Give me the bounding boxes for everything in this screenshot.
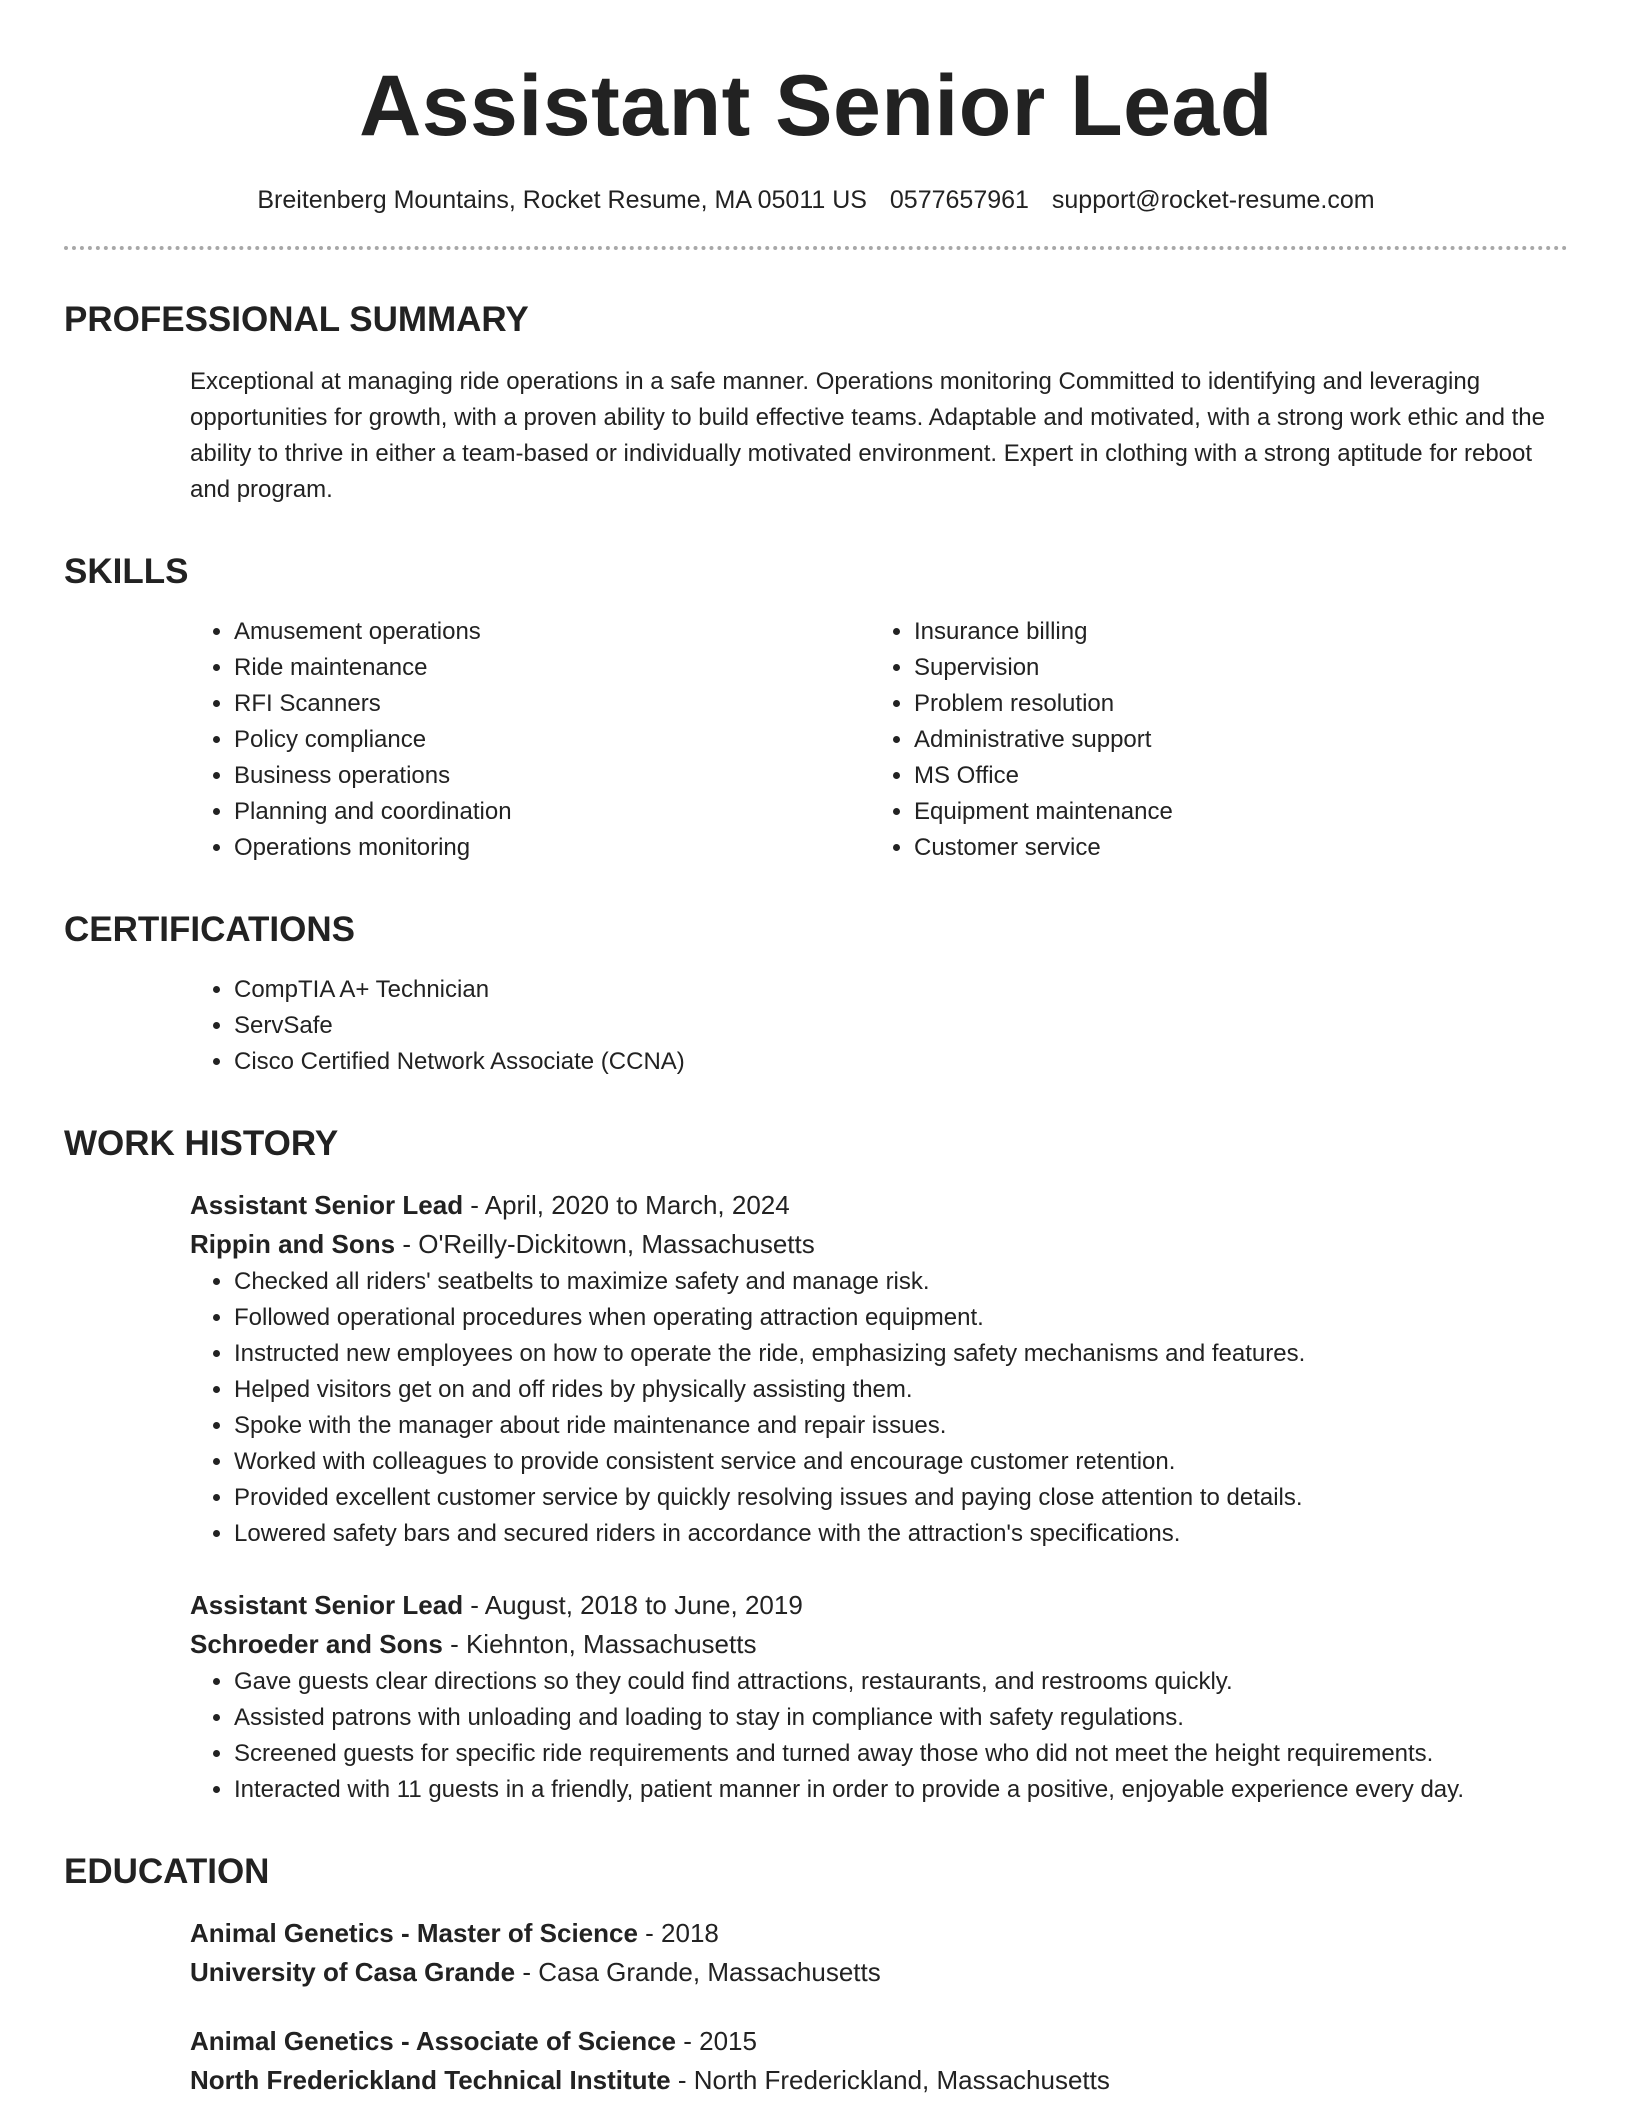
skills-heading: SKILLS xyxy=(64,552,189,591)
certifications-block xyxy=(64,972,1568,1080)
skills-column-left xyxy=(190,614,870,866)
skill-item: • MS Office xyxy=(914,758,1550,794)
skills-list-right xyxy=(870,614,1550,866)
contact-address: Breitenberg Mountains, Rocket Resume, MA 05011 US xyxy=(257,186,867,214)
job-company-line xyxy=(190,1225,1568,1264)
summary-section xyxy=(64,300,1568,508)
job-dates: - April, 2020 to March, 2024 xyxy=(463,1190,790,1220)
contact-line xyxy=(64,184,1568,216)
skill-item: • Administrative support xyxy=(914,722,1550,758)
certifications-heading: CERTIFICATIONS xyxy=(64,910,356,949)
job-location: - O'Reilly-Dickitown, Massachusetts xyxy=(395,1229,815,1259)
job-bullet: • Worked with colleagues to provide consistent service and encourage customer retention. xyxy=(234,1444,1568,1480)
job-bullet: • Lowered safety bars and secured riders in accordance with the attraction's specifications. xyxy=(234,1516,1568,1552)
skills-column-right xyxy=(870,614,1550,866)
resume-name: Assistant Senior Lead xyxy=(359,58,1273,154)
skill-item: • Equipment maintenance xyxy=(914,794,1550,830)
skill-item: • Ride maintenance xyxy=(234,650,870,686)
job-role: Assistant Senior Lead xyxy=(190,1590,464,1620)
job-dates: - August, 2018 to June, 2019 xyxy=(463,1590,803,1620)
job-bullet: • Interacted with 11 guests in a friendly, patient manner in order to provide a positive, enjoyable experience every day. xyxy=(234,1772,1568,1808)
contact-phone: 0577657961 xyxy=(889,186,1029,214)
certifications-list xyxy=(190,972,1568,1080)
job-bullet: • Instructed new employees on how to operate the ride, emphasizing safety mechanisms and features. xyxy=(234,1336,1568,1372)
education-entry xyxy=(64,1914,1568,1992)
skill-item: • Planning and coordination xyxy=(234,794,870,830)
certification-item: • Cisco Certified Network Associate (CCNA) xyxy=(234,1044,1568,1080)
certification-item: • ServSafe xyxy=(234,1008,1568,1044)
skills-list-left xyxy=(190,614,870,866)
job-bullet: • Screened guests for specific ride requirements and turned away those who did not meet the height requirements. xyxy=(234,1736,1568,1772)
job-role: Assistant Senior Lead xyxy=(190,1190,464,1220)
job-bullet: • Checked all riders' seatbelts to maximize safety and manage risk. xyxy=(234,1264,1568,1300)
skill-item: • Customer service xyxy=(914,830,1550,866)
education-section xyxy=(64,1852,1568,2100)
job-bullet: • Followed operational procedures when operating attraction equipment. xyxy=(234,1300,1568,1336)
skill-item: • Insurance billing xyxy=(914,614,1550,650)
job-bullet: • Spoke with the manager about ride maintenance and repair issues. xyxy=(234,1408,1568,1444)
education-location: - Casa Grande, Massachusetts xyxy=(515,1957,881,1987)
skill-item: • RFI Scanners xyxy=(234,686,870,722)
skill-item: • Supervision xyxy=(914,650,1550,686)
education-degree-line xyxy=(190,2022,1568,2061)
skills-section xyxy=(64,552,1568,866)
job-entry xyxy=(64,1586,1568,1808)
work-history-heading: WORK HISTORY xyxy=(64,1124,339,1163)
work-history-section xyxy=(64,1124,1568,1808)
job-bullet: • Provided excellent customer service by quickly resolving issues and paying close attention to details. xyxy=(234,1480,1568,1516)
education-year: - 2015 xyxy=(676,2026,757,2056)
contact-email: support@rocket-resume.com xyxy=(1051,186,1375,214)
education-school-line xyxy=(190,2061,1568,2100)
skill-item: • Problem resolution xyxy=(914,686,1550,722)
header-divider xyxy=(64,246,1568,250)
job-company: Rippin and Sons xyxy=(190,1229,396,1259)
summary-heading: PROFESSIONAL SUMMARY xyxy=(64,300,529,339)
education-school: University of Casa Grande xyxy=(190,1957,516,1987)
job-company: Schroeder and Sons xyxy=(190,1629,443,1659)
education-degree: Animal Genetics - Associate of Science xyxy=(190,2026,676,2056)
job-bullet: • Assisted patrons with unloading and loading to stay in compliance with safety regulations. xyxy=(234,1700,1568,1736)
job-location: - Kiehnton, Massachusetts xyxy=(442,1629,757,1659)
education-heading: EDUCATION xyxy=(64,1852,270,1891)
education-entry xyxy=(64,2022,1568,2100)
certifications-section xyxy=(64,910,1568,1080)
certification-item: • CompTIA A+ Technician xyxy=(234,972,1568,1008)
education-degree-line xyxy=(190,1914,1568,1953)
skill-item: • Policy compliance xyxy=(234,722,870,758)
job-bullets xyxy=(190,1664,1568,1808)
job-title-line xyxy=(190,1586,1568,1625)
job-bullet: • Helped visitors get on and off rides by physically assisting them. xyxy=(234,1372,1568,1408)
education-school: North Frederickland Technical Institute xyxy=(190,2065,671,2095)
job-title-line xyxy=(190,1186,1568,1225)
skills-columns xyxy=(64,614,1568,866)
education-location: - North Frederickland, Massachusetts xyxy=(670,2065,1110,2095)
education-year: - 2018 xyxy=(637,1918,719,1948)
skill-item: • Operations monitoring xyxy=(234,830,870,866)
summary-text: Exceptional at managing ride operations in a safe manner. Operations monitoring Committed to identifying and leveraging opportunities for growth, with a proven ability to build effective teams. Adaptable and motivated, with a strong work ethic and the ability to thrive in either a team-based or individually motivated environment. Expert in clothing with a strong aptitude for reboot and program. xyxy=(190,368,1545,503)
job-company-line xyxy=(190,1625,1568,1664)
job-bullets xyxy=(190,1264,1568,1552)
education-school-line xyxy=(190,1953,1568,1992)
education-degree: Animal Genetics - Master of Science xyxy=(190,1918,638,1948)
job-bullet: • Gave guests clear directions so they could find attractions, restaurants, and restrooms quickly. xyxy=(234,1664,1568,1700)
skill-item: • Amusement operations xyxy=(234,614,870,650)
skill-item: • Business operations xyxy=(234,758,870,794)
job-entry xyxy=(64,1186,1568,1552)
